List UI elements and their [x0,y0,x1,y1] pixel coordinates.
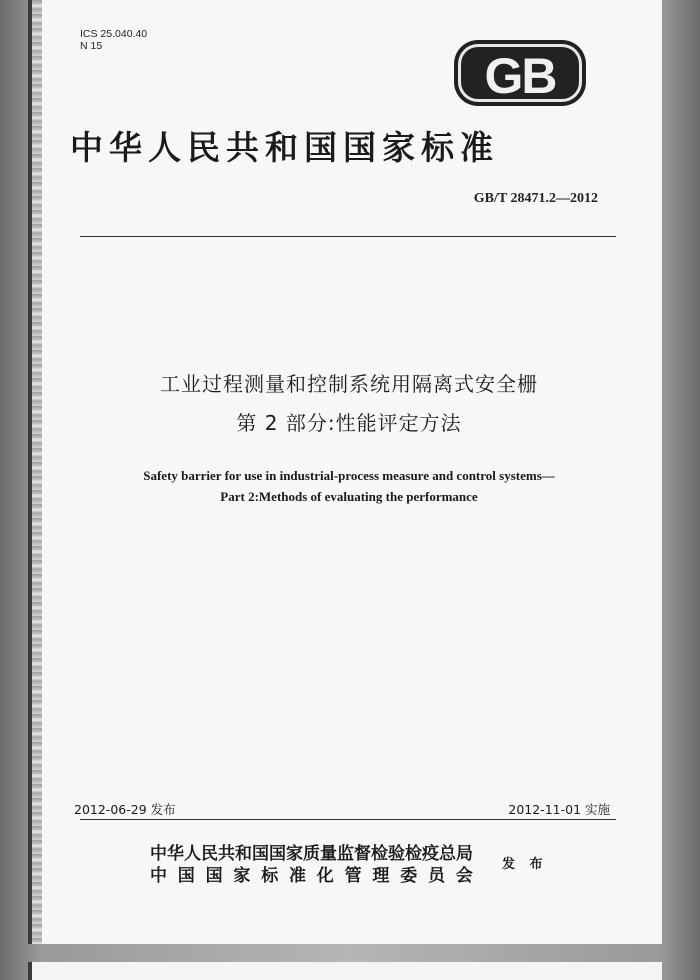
standard-number: GB/T 28471.2—2012 [473,191,598,206]
gb-logo [452,38,588,108]
standard-title: 中华人民共和国国家标准 [70,128,499,167]
ics-code: ICS 25.040.40 [80,28,148,40]
implementation-date: 2012-11-01 实施 [508,802,610,817]
issuer-org1: 中华人民共和国国家质量监督检验检疫总局 [150,844,473,864]
issue-date: 2012-06-29 发布 [74,802,176,817]
title-en-line1: Safety barrier for use in industrial-process measure and control systems— [143,468,555,483]
document-page [28,0,662,944]
next-page-edge [28,962,662,980]
publish-label: 发 布 [502,857,548,872]
title-cn-line2: 第 2 部分:性能评定方法 [236,411,462,435]
top-divider [80,236,616,237]
ccs-code: N 15 [80,40,103,52]
classification-codes [80,28,147,52]
issuing-organizations [150,843,484,887]
title-en-line2: Part 2:Methods of evaluating the performance [220,489,478,504]
title-cn-line1: 工业过程测量和控制系统用隔离式安全栅 [160,372,538,396]
issuer-org2: 中国国家标准化管理委员会 [150,866,484,886]
gb-logo-text: GB [484,48,556,104]
bottom-divider [80,819,616,820]
